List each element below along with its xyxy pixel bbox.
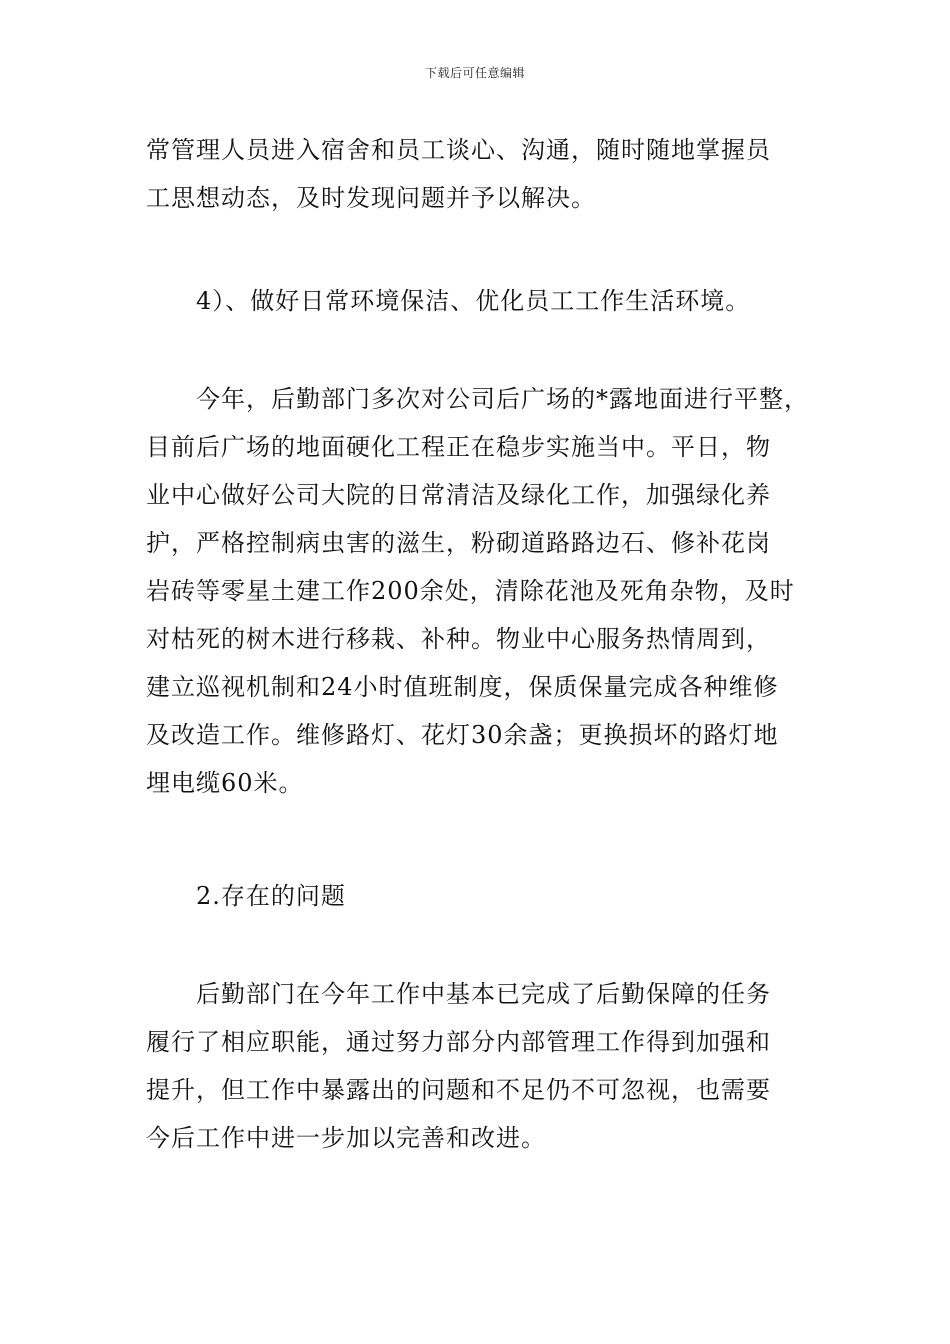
text-line: 对枯死的树木进行移栽、补种。物业中心服务热情周到， <box>146 625 771 653</box>
header-note: 下载后可任意编辑 <box>424 66 525 80</box>
text-line: 履行了相应职能，通过努力部分内部管理工作得到加强和 <box>146 1028 771 1056</box>
paragraph-environment <box>146 375 826 807</box>
text-line: 提升，但工作中暴露出的问题和不足仍不可忽视，也需要 <box>146 1076 771 1104</box>
paragraph-problems <box>146 970 826 1162</box>
text-line: 目前后广场的地面硬化工程正在稳步实施当中。平日，物 <box>146 433 771 461</box>
text-line: 4）、做好日常环境保洁、优化员工工作生活环境。 <box>196 287 751 315</box>
text-line: 今年，后勤部门多次对公司后广场的*露地面进行平整， <box>196 385 809 413</box>
text-line: 护，严格控制病虫害的滋生，粉砌道路路边石、修补花岗 <box>146 529 771 557</box>
paragraph-continuation <box>146 126 826 222</box>
text-line: 岩砖等零星土建工作200余处，清除花池及死角杂物，及时 <box>146 577 795 605</box>
section-heading-problems <box>146 872 826 920</box>
text-line: 及改造工作。维修路灯、花灯30余盏；更换损坏的路灯地 <box>146 721 779 749</box>
text-line: 工思想动态，及时发现问题并予以解决。 <box>146 184 596 212</box>
text-line: 常管理人员进入宿舍和员工谈心、沟通，随时随地掌握员 <box>146 136 771 164</box>
text-line: 埋电缆60米。 <box>146 769 304 797</box>
text-line: 2.存在的问题 <box>196 882 346 910</box>
text-line: 建立巡视机制和24小时值班制度，保质保量完成各种维修 <box>146 673 779 701</box>
text-line: 今后工作中进一步加以完善和改进。 <box>146 1124 546 1152</box>
section-item-heading <box>146 277 826 325</box>
text-line: 后勤部门在今年工作中基本已完成了后勤保障的任务 <box>196 980 771 1008</box>
text-line: 业中心做好公司大院的日常清洁及绿化工作，加强绿化养 <box>146 481 771 509</box>
